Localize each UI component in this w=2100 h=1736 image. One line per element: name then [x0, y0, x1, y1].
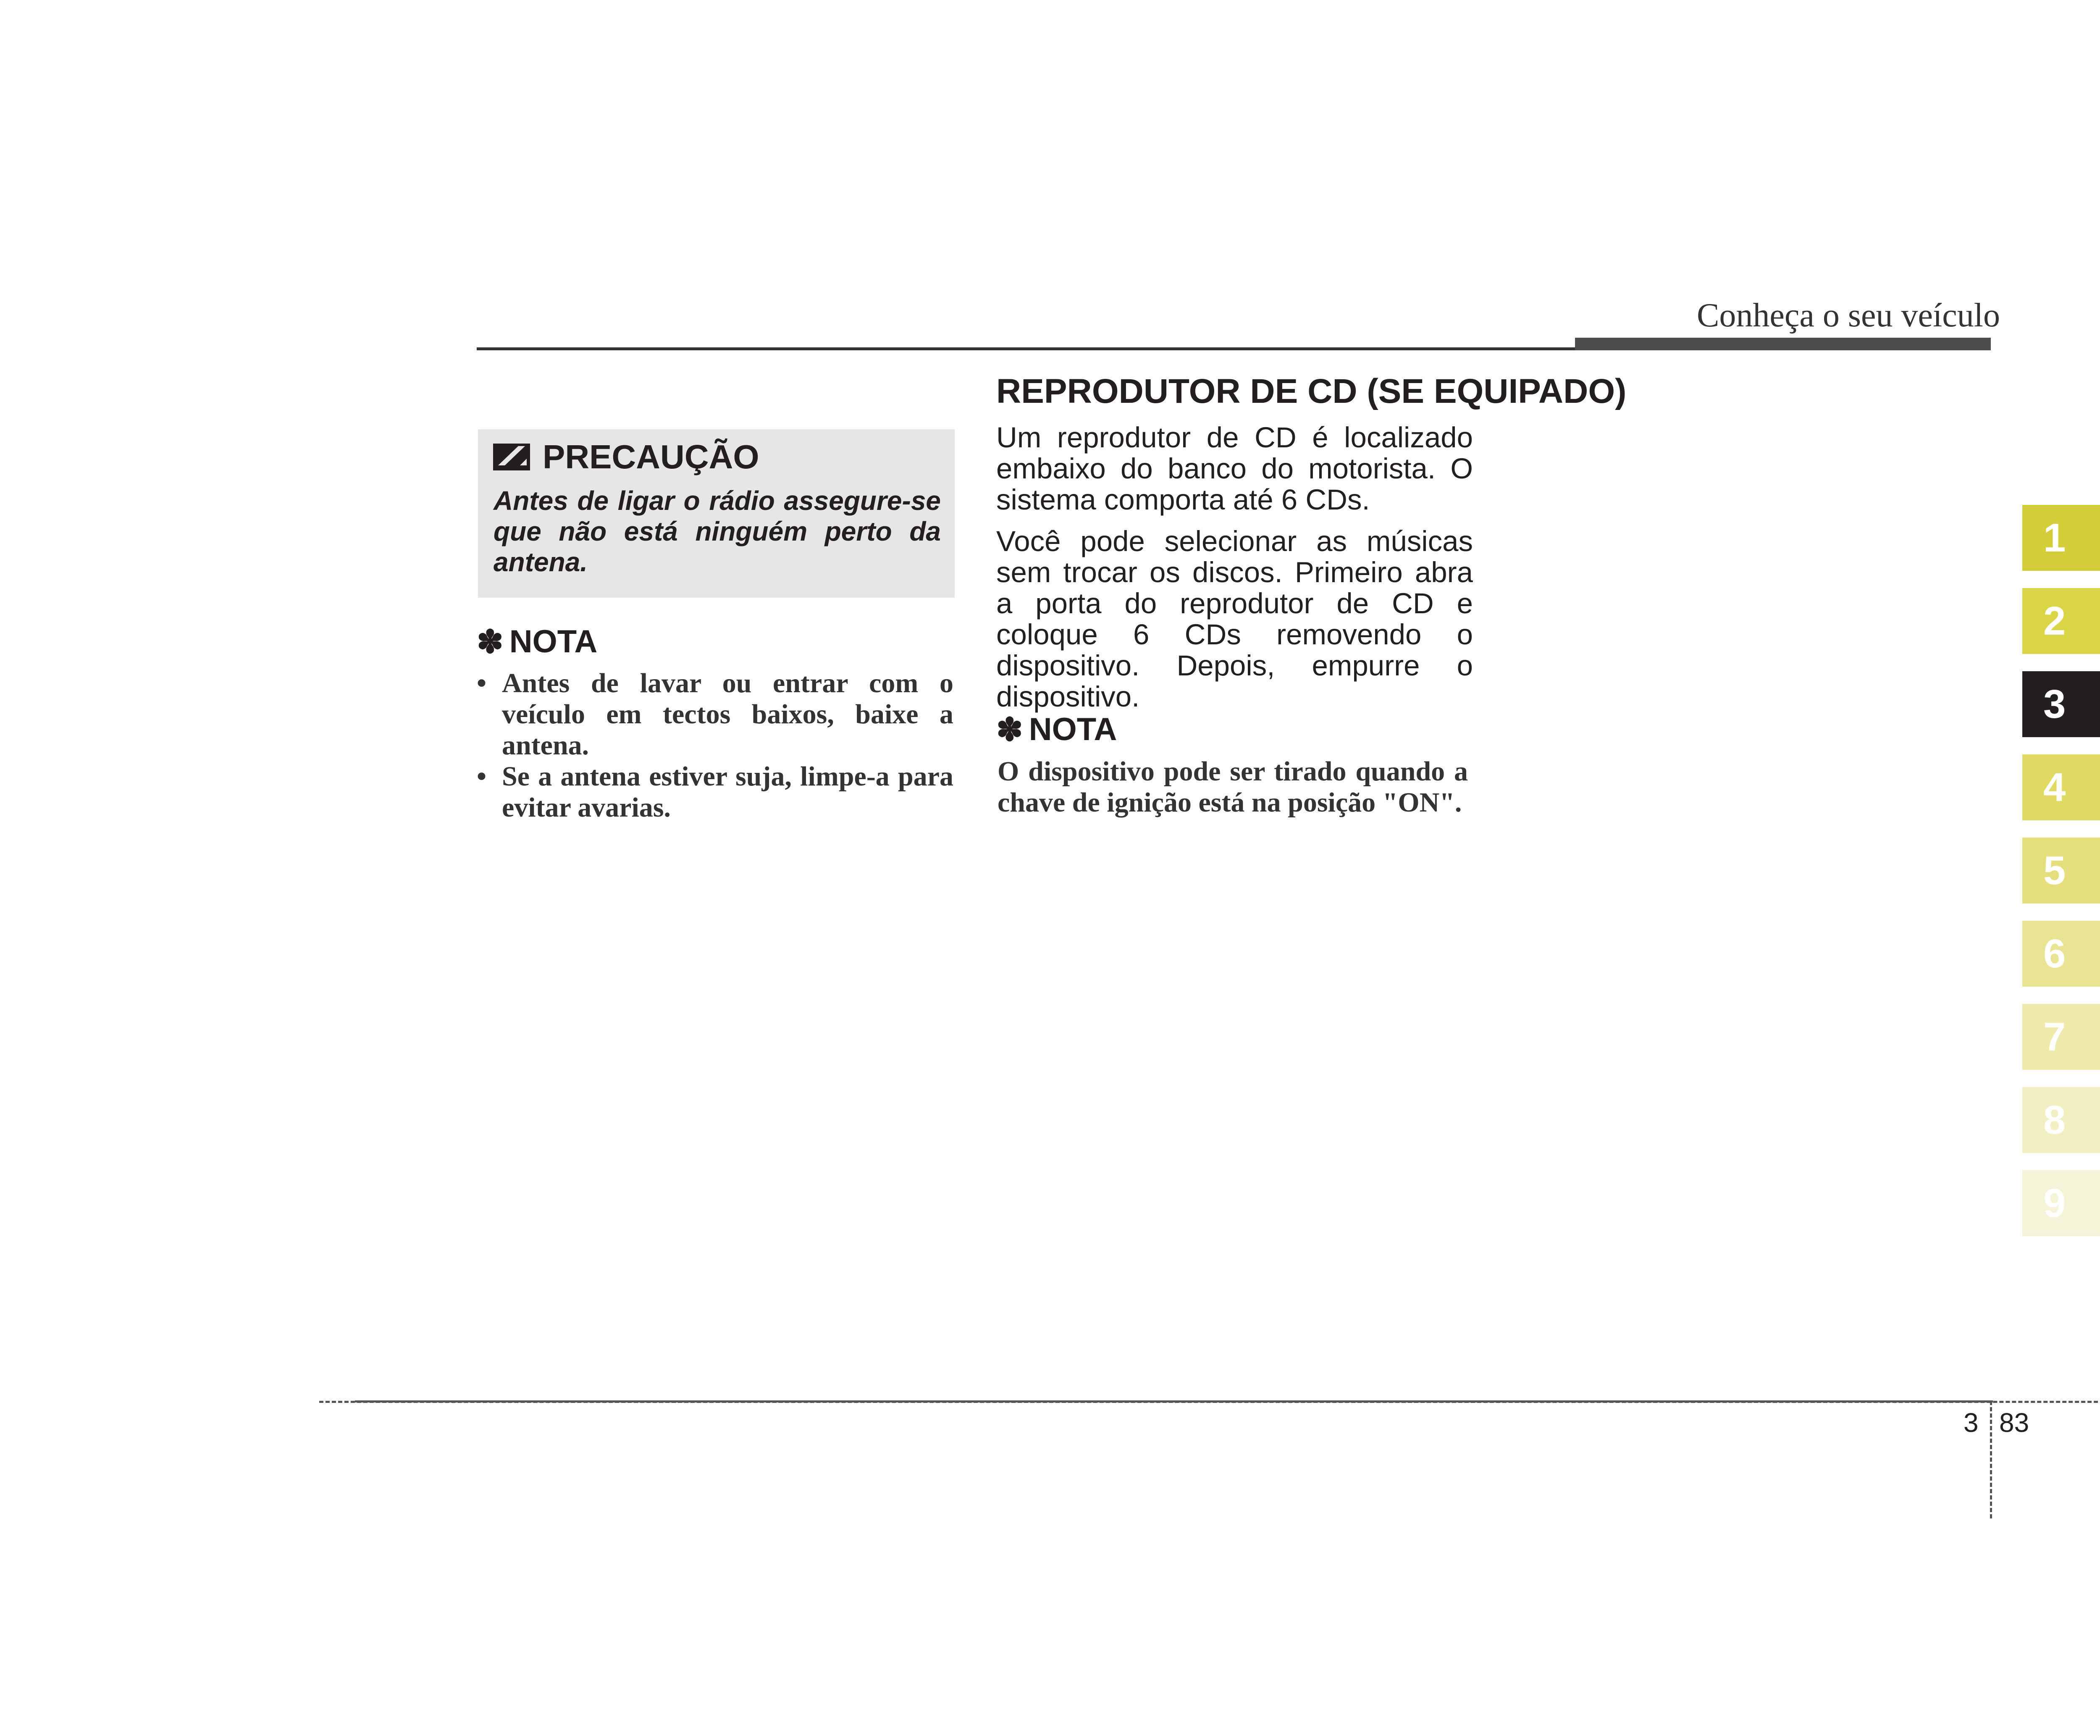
chapter-tab-5[interactable]: 5 — [2022, 838, 2100, 903]
note-star-icon: ✽ — [996, 712, 1023, 748]
note-heading-left — [477, 623, 597, 660]
page-number: 83 — [1999, 1408, 2029, 1438]
caution-heading — [492, 438, 759, 476]
bullet-icon: • — [477, 668, 487, 699]
chapter-tab-3[interactable]: 3 — [2022, 671, 2100, 737]
note-title-right: NOTA — [1029, 712, 1117, 747]
chapter-tab-1[interactable]: 1 — [2022, 505, 2100, 571]
caution-text: Antes de ligar o rádio assegure-se que não está ninguém perto da antena. — [494, 486, 941, 577]
body-paragraph-2: Você pode selecionar as músicas sem trocar os discos. Primeiro abra a porta do reprodutor de CD e coloque 6 CDs removendo o dispositivo. Depois, empurre o dispositivo. — [996, 525, 1473, 713]
note-star-icon: ✽ — [477, 624, 504, 660]
chapter-tab-4[interactable]: 4 — [2022, 754, 2100, 820]
chapter-tab-8[interactable]: 8 — [2022, 1087, 2100, 1153]
chapter-tab-7[interactable]: 7 — [2022, 1004, 2100, 1070]
list-item — [477, 761, 953, 823]
chapter-tab-6[interactable]: 6 — [2022, 921, 2100, 987]
body-paragraph-1: Um reprodutor de CD é localizado embaixo do banco do motorista. O sistema comporta até 6 CDs. — [996, 421, 1473, 516]
footer-vertical-divider — [1990, 1401, 1992, 1518]
note-heading-right — [996, 711, 1117, 748]
note-title-left: NOTA — [509, 624, 598, 659]
chapter-tab-9[interactable]: 9 — [2022, 1170, 2100, 1236]
list-item-text: Antes de lavar ou entrar com o veículo em tectos baixos, baixe a antena. — [502, 668, 953, 761]
header-accent-bar — [1575, 338, 1991, 350]
caution-title: PRECAUÇÃO — [543, 438, 759, 475]
running-header: Conheça o seu veículo — [1697, 297, 2000, 334]
footer-rule — [355, 1400, 1993, 1402]
bullet-icon: • — [477, 761, 487, 792]
list-item — [477, 668, 953, 761]
section-title: REPRODUTOR DE CD (SE EQUIPADO) — [996, 372, 1627, 410]
caution-slash-icon — [492, 443, 531, 471]
note-text-right: O dispositivo pode ser tirado quando a chave de ignição está na posição "ON". — [998, 756, 1468, 818]
page-chapter-number: 3 — [1964, 1408, 1979, 1438]
chapter-tab-2[interactable]: 2 — [2022, 588, 2100, 654]
list-item-text: Se a antena estiver suja, limpe-a para evitar avarias. — [502, 761, 953, 823]
note-list-left — [477, 668, 953, 823]
